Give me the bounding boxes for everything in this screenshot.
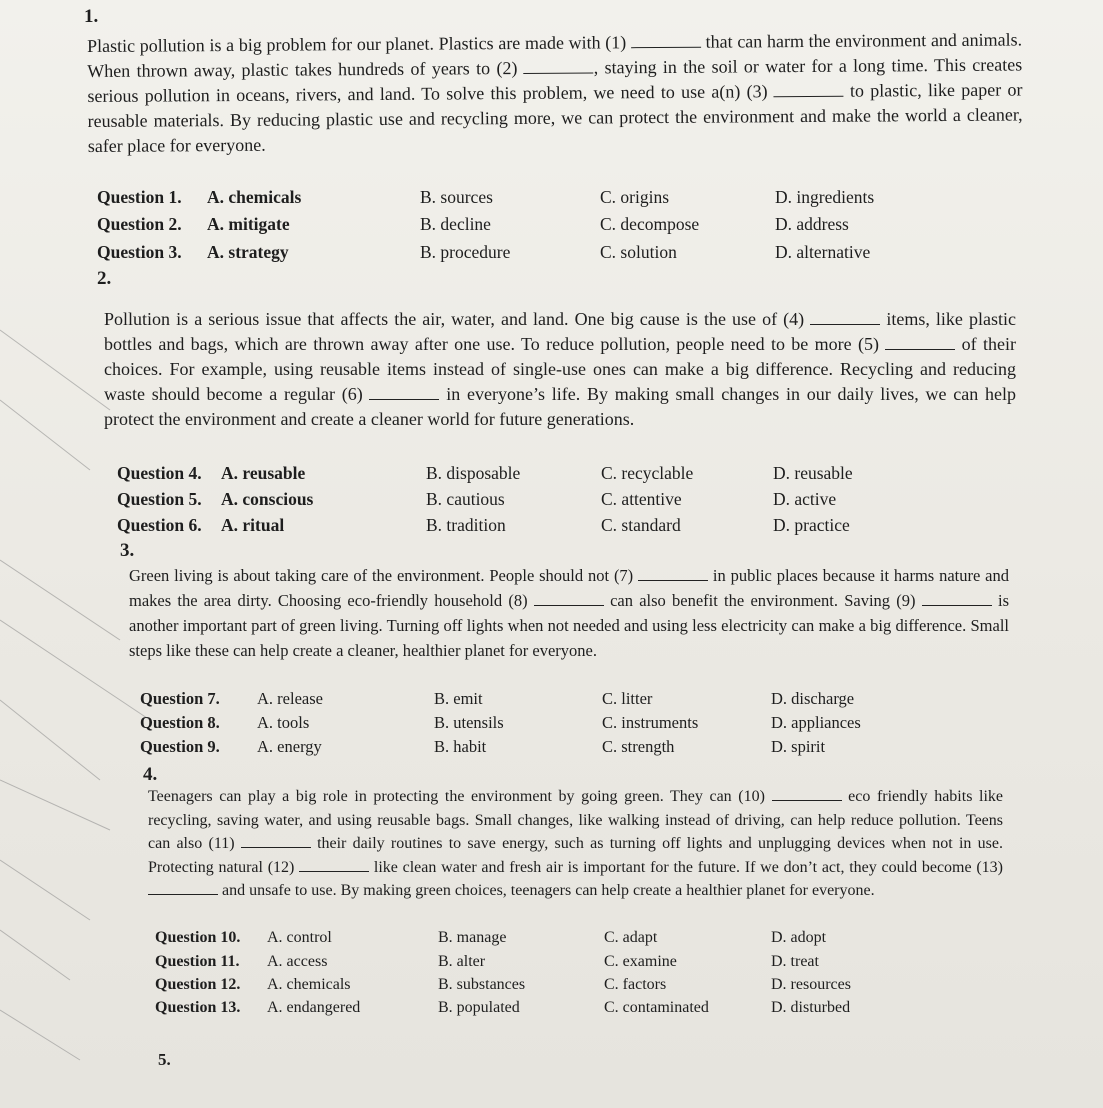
option-c[interactable]: C. decompose xyxy=(600,214,700,234)
option-d[interactable]: D. spirit xyxy=(771,737,826,756)
option-d[interactable]: D. reusable xyxy=(773,463,853,483)
option-d[interactable]: D. address xyxy=(775,214,849,234)
answer-blank[interactable] xyxy=(774,82,844,97)
passage-run: that can harm the environment and animals. When thrown away, plastic takes hundreds of years to (2) xyxy=(87,29,1023,81)
section-number-4: 4. xyxy=(143,764,158,785)
passage-2 xyxy=(104,307,1016,432)
option-a[interactable]: A. release xyxy=(257,689,323,708)
option-d[interactable]: D. disturbed xyxy=(771,999,851,1016)
option-b[interactable]: B. cautious xyxy=(426,489,505,509)
passage-run: Pollution is a serious issue that affects the air, water, and land. One big cause is the use of (4) xyxy=(104,309,811,329)
option-c[interactable]: C. instruments xyxy=(602,713,699,732)
passage-run: , staying in the soil or water for a long time. This creates serious pollution in oceans, rivers, and land. To solve this problem, we need to use a(n) (3) xyxy=(87,54,1023,106)
option-b[interactable]: B. disposable xyxy=(426,463,521,483)
passage-run: is another important part of green living. Turning off lights when not needed and using less electricity can make a big difference. Small steps like these can help create a cleaner, healthier planet for everyone. xyxy=(129,591,1009,660)
answer-blank[interactable] xyxy=(631,33,701,48)
section-number-3: 3. xyxy=(120,540,135,561)
passage-1 xyxy=(87,27,1023,159)
answer-blank[interactable] xyxy=(534,591,604,606)
option-b[interactable]: B. manage xyxy=(438,929,507,946)
passage-run: their daily routines to save energy, such as turning off lights and unplugging devices when not in use. Protecting natural (12) xyxy=(148,835,1003,876)
option-d[interactable]: D. treat xyxy=(771,953,819,970)
option-a[interactable]: A. strategy xyxy=(207,242,289,262)
option-c[interactable]: C. litter xyxy=(602,689,653,708)
passage-run: in everyone’s life. By making small changes in our daily lives, we can help protect the environment and create a cleaner world for future generations. xyxy=(104,384,1016,429)
section-number-5: 5. xyxy=(158,1050,171,1069)
section-number-1: 1. xyxy=(84,6,99,27)
option-c[interactable]: C. origins xyxy=(600,187,670,207)
passage-run: items, like plastic bottles and bags, which are thrown away after one use. To reduce pollution, people need to be more (5) xyxy=(104,309,1016,354)
option-d[interactable]: D. alternative xyxy=(775,242,871,262)
option-d[interactable]: D. active xyxy=(773,489,837,509)
passage-run: eco friendly habits like recycling, saving water, and using reusable bags. Small changes, like walking instead of driving, can help reduce pollution. Teens can also (11) xyxy=(148,788,1004,852)
option-d[interactable]: D. practice xyxy=(773,515,850,535)
question-label: Question 9. xyxy=(140,737,220,756)
notebook-lines-decoration xyxy=(0,0,160,1108)
passage-text xyxy=(148,785,1003,903)
question-label: Question 2. xyxy=(97,214,182,234)
option-b[interactable]: B. procedure xyxy=(420,242,511,262)
option-c[interactable]: C. recyclable xyxy=(601,463,694,483)
option-b[interactable]: B. alter xyxy=(438,953,486,970)
option-d[interactable]: D. resources xyxy=(771,976,851,993)
passage-run: and unsafe to use. By making green choices, teenagers can help create a healthier planet for everyone. xyxy=(218,882,875,899)
option-b[interactable]: B. sources xyxy=(420,187,493,207)
option-c[interactable]: C. factors xyxy=(604,976,667,993)
question-label: Question 5. xyxy=(117,489,202,509)
question-label: Question 13. xyxy=(155,999,241,1016)
option-c[interactable]: C. attentive xyxy=(601,489,682,509)
answer-blank[interactable] xyxy=(524,58,594,73)
passage-text xyxy=(129,563,1009,663)
answer-blank[interactable] xyxy=(772,786,842,801)
question-label: Question 12. xyxy=(155,976,241,993)
option-a[interactable]: A. control xyxy=(267,929,332,946)
passage-run: like clean water and fresh air is important for the future. If we don’t act, they could become (13) xyxy=(369,858,1004,876)
answer-blank[interactable] xyxy=(638,566,708,581)
passage-run: to plastic, like paper or reusable materials. By reducing plastic use and recycling more, we can protect the environment and make the world a cleaner, safer place for everyone. xyxy=(87,79,1023,156)
passage-run: Green living is about taking care of the environment. People should not (7) xyxy=(129,566,639,585)
option-a[interactable]: A. conscious xyxy=(221,489,314,509)
passage-run: of their choices. For example, using reusable items instead of single-use ones can make a big difference. Recycling and reducing waste should become a regular (6) xyxy=(104,334,1016,404)
option-c[interactable]: C. standard xyxy=(601,515,681,535)
answer-blank[interactable] xyxy=(810,310,880,325)
option-a[interactable]: A. energy xyxy=(257,737,322,756)
passage-run: can also benefit the environment. Saving (9) xyxy=(603,591,922,610)
option-b[interactable]: B. habit xyxy=(434,737,487,756)
option-b[interactable]: B. emit xyxy=(434,689,483,708)
option-d[interactable]: D. discharge xyxy=(771,689,855,708)
option-a[interactable]: A. tools xyxy=(257,713,310,732)
option-b[interactable]: B. utensils xyxy=(434,713,504,732)
question-label: Question 7. xyxy=(140,689,220,708)
option-c[interactable]: C. examine xyxy=(604,953,677,970)
passage-run: Plastic pollution is a big problem for our planet. Plastics are made with (1) xyxy=(87,32,631,56)
question-label: Question 3. xyxy=(97,242,182,262)
question-label: Question 10. xyxy=(155,929,241,946)
answer-blank[interactable] xyxy=(148,880,218,895)
option-a[interactable]: A. endangered xyxy=(267,999,361,1016)
question-label: Question 4. xyxy=(117,463,202,483)
option-a[interactable]: A. chemicals xyxy=(207,187,302,207)
passage-text xyxy=(87,27,1023,159)
answer-blank[interactable] xyxy=(241,833,311,848)
answer-blank[interactable] xyxy=(885,335,955,350)
option-d[interactable]: D. appliances xyxy=(771,713,861,732)
option-d[interactable]: D. ingredients xyxy=(775,187,875,207)
option-b[interactable]: B. substances xyxy=(438,976,526,993)
option-c[interactable]: C. strength xyxy=(602,737,675,756)
option-c[interactable]: C. adapt xyxy=(604,929,658,946)
question-label: Question 1. xyxy=(97,187,182,207)
answer-blank[interactable] xyxy=(922,591,992,606)
passage-run: in public places because it harms nature and makes the area dirty. Choosing eco-friendly household (8) xyxy=(129,566,1009,610)
question-label: Question 8. xyxy=(140,713,220,732)
passage-4 xyxy=(148,785,1003,903)
answer-blank[interactable] xyxy=(369,385,439,400)
option-a[interactable]: A. mitigate xyxy=(207,214,290,234)
answer-blank[interactable] xyxy=(299,857,369,872)
option-c[interactable]: C. solution xyxy=(600,242,677,262)
passage-3 xyxy=(129,563,1009,663)
option-b[interactable]: B. populated xyxy=(438,999,520,1016)
option-a[interactable]: A. reusable xyxy=(221,463,306,483)
option-b[interactable]: B. decline xyxy=(420,214,491,234)
section-number-2: 2. xyxy=(97,268,112,289)
option-c[interactable]: C. contaminated xyxy=(604,999,709,1016)
passage-text xyxy=(104,307,1016,432)
option-d[interactable]: D. adopt xyxy=(771,929,827,946)
option-a[interactable]: A. chemicals xyxy=(267,976,351,993)
option-a[interactable]: A. ritual xyxy=(221,515,285,535)
option-b[interactable]: B. tradition xyxy=(426,515,506,535)
option-a[interactable]: A. access xyxy=(267,953,328,970)
passage-run: Teenagers can play a big role in protecting the environment by going green. They can (10) xyxy=(148,788,772,805)
question-label: Question 11. xyxy=(155,953,240,970)
question-label: Question 6. xyxy=(117,515,202,535)
